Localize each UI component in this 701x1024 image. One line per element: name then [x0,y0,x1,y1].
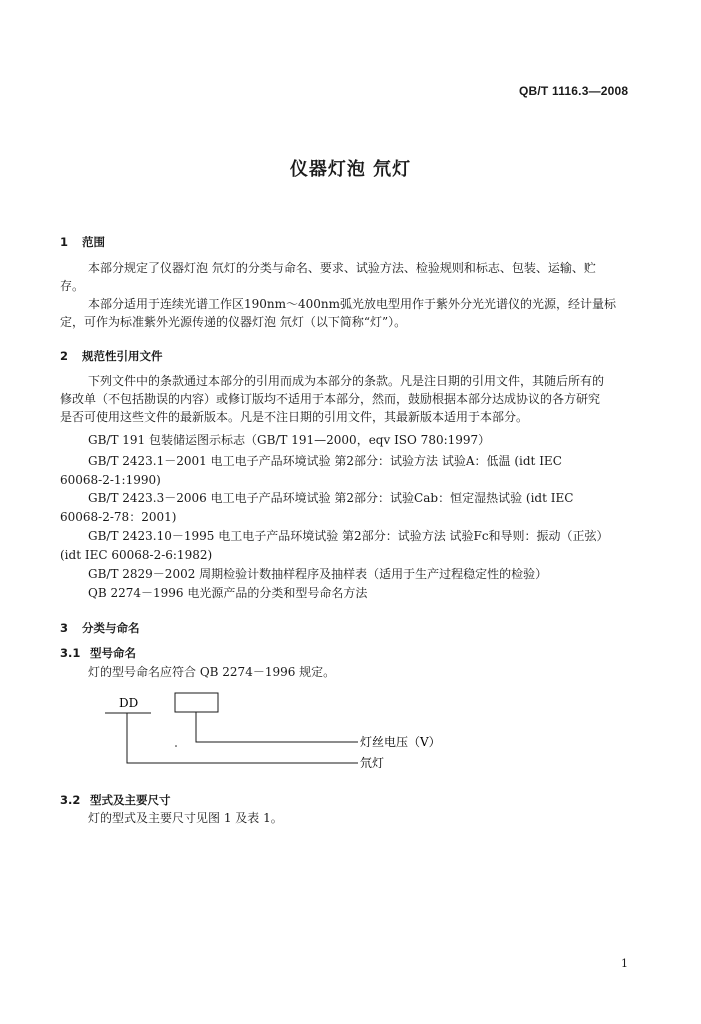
reference-item: GB/T 2423.10－1995 电工电子产品环境试验 第2部分：试验方法 试验Fc和导则：振动（正弦） [88,529,609,543]
reference-item-cont: 60068-2-1:1990) [60,473,161,487]
voltage-placeholder-box [175,693,218,712]
reference-item: GB/T 2829－2002 周期检验计数抽样程序及抽样表（适用于生产过程稳定性的检验） [88,567,548,581]
subsection-title: 型式及主要尺寸 [90,793,171,807]
reference-item: GB/T 2423.1－2001 电工电子产品环境试验 第2部分：试验方法 试验A：低温 (idt IEC [88,454,562,468]
subsection-number: 3.2 [60,793,81,807]
diagram-label-lamp: 氘灯 [360,756,385,770]
reference-item-cont: (idt IEC 60068-2-6:1982) [60,548,213,562]
section-title: 范围 [82,235,105,249]
subsection-3-2-heading [60,792,171,808]
reference-item: GB/T 2423.3－2006 电工电子产品环境试验 第2部分：试验Cab：恒定湿热试验 (idt IEC [88,491,574,505]
subsection-title: 型号命名 [90,646,136,660]
diagram-prefix: DD [119,696,139,710]
diagram-label-voltage: 灯丝电压（V） [360,735,441,749]
section-title: 规范性引用文件 [82,349,163,363]
reference-item: GB/T 191 包装储运图示标志（GB/T 191—2000，eqv ISO 780:1997） [88,433,491,447]
section-title: 分类与命名 [82,621,140,635]
paragraph-line: 灯的型式及主要尺寸见图 1 及表 1。 [88,811,283,825]
paragraph-line: 定，可作为标准紫外光源传递的仪器灯泡 氘灯（以下简称“灯”）。 [60,315,407,329]
standard-number: QB/T 1116.3—2008 [519,84,629,98]
speck [175,745,177,747]
lamp-leader-line [127,713,358,763]
section-number: 3 [60,621,69,635]
paragraph-line: 修改单（不包括勘误的内容）或修订版均不适用于本部分，然而，鼓励根据本部分达成协议的各方研究 [60,392,601,406]
subsection-number: 3.1 [60,646,81,660]
paragraph-line: 本部分适用于连续光谱工作区190nm～400nm弧光放电型用作于紫外分光光谱仪的光源，经计量标 [88,297,617,311]
paragraph-line: 本部分规定了仪器灯泡 氘灯的分类与命名、要求、试验方法、检验规则和标志、包装、运输、贮 [88,261,596,275]
section-number: 1 [60,235,69,249]
document-title: 仪器灯泡 氘灯 [289,159,412,180]
paragraph-line: 是否可使用这些文件的最新版本。凡是不注日期的引用文件，其最新版本适用于本部分。 [60,410,529,424]
paragraph-line: 存。 [60,279,85,293]
reference-item: QB 2274－1996 电光源产品的分类和型号命名方法 [88,586,368,600]
voltage-leader-line [196,712,358,742]
paragraph-line: 灯的型号命名应符合 QB 2274－1996 规定。 [88,665,336,679]
reference-item-cont: 60068-2-78：2001) [60,510,177,524]
page-number: 1 [621,957,628,970]
section-number: 2 [60,349,69,363]
paragraph-line: 下列文件中的条款通过本部分的引用而成为本部分的条款。凡是注日期的引用文件，其随后所有的 [88,374,605,388]
